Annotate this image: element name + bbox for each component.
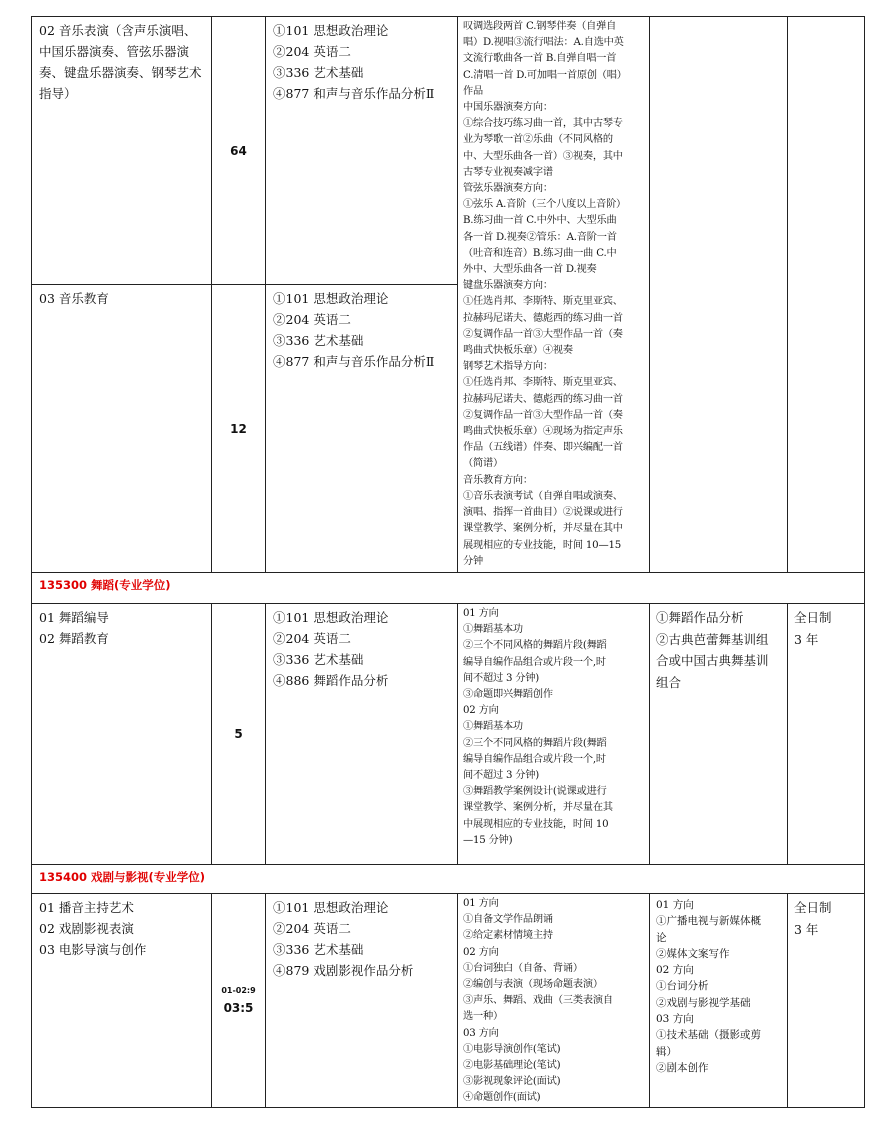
exam-subjects-cell xyxy=(266,285,458,573)
reexam-line: ②复调作品一首③大型作品一首（奏 xyxy=(463,328,623,340)
exam-subjects-cell xyxy=(266,894,458,1108)
reexam-content-cell xyxy=(458,604,650,865)
exam-subject: ④886 舞蹈作品分析 xyxy=(273,673,389,688)
reexam-line: ③声乐、舞蹈、戏曲（三类表演自 xyxy=(463,995,613,1007)
exam-subject: ②204 英语二 xyxy=(273,312,351,327)
exam-subject: ③336 艺术基础 xyxy=(273,942,364,957)
reexam-line: 03 方向 xyxy=(463,1027,499,1039)
enrollment-count-big: 03:5 xyxy=(223,1001,254,1015)
reexam-line: ①舞蹈基本功 xyxy=(463,624,523,636)
reexam-line: 古琴专业视奏减字谱 xyxy=(463,166,553,178)
enrollment-count-small: 01-02:9 xyxy=(221,986,256,995)
table-row-music-performance xyxy=(32,17,865,285)
enrollment-count: 64 xyxy=(212,17,266,285)
exam-subject: ①101 思想政治理论 xyxy=(273,291,389,306)
extra-subject-line: 辑） xyxy=(656,1045,677,1058)
major-cell xyxy=(32,604,212,865)
reexam-line: 间不超过 3 分钟) xyxy=(463,672,540,684)
reexam-line: 拉赫玛尼诺夫、德彪西的练习曲一首 xyxy=(463,312,623,324)
extra-subjects-cell xyxy=(650,604,788,865)
section-title-drama: 135400 戏剧与影视(专业学位) xyxy=(32,865,865,894)
table-row-drama xyxy=(32,894,865,1108)
table-row-dance xyxy=(32,604,865,865)
reexam-line: （简谱） xyxy=(463,458,503,470)
extra-subject-line: 合或中国古典舞基训 xyxy=(656,653,769,668)
reexam-line: ①音乐表演考试（自弹自唱或演奏、 xyxy=(463,490,623,502)
section-header-row xyxy=(32,865,865,894)
reexam-line: ④命题创作(面试) xyxy=(463,1092,541,1104)
reexam-line: ①任选肖邦、李斯特、斯克里亚宾、 xyxy=(463,377,623,389)
reexam-line: 中、大型乐曲各一首）③视奏，其中 xyxy=(463,150,623,162)
reexam-line: ②给定素材情境主持 xyxy=(463,930,553,942)
exam-subject: ①101 思想政治理论 xyxy=(273,610,389,625)
extra-subject-line: ②剧本创作 xyxy=(656,1061,709,1074)
study-mode-line: 3 年 xyxy=(794,631,819,647)
reexam-line: 展现相应的专业技能，时间 10—15 xyxy=(463,539,622,551)
reexam-line: 叹调选段两首 C.钢琴伴奏（自弹自 xyxy=(463,21,617,32)
study-mode-cell xyxy=(788,604,865,865)
extra-subject-line: 02 方向 xyxy=(656,964,694,977)
exam-subject: ③336 艺术基础 xyxy=(273,65,364,80)
exam-subject: ②204 英语二 xyxy=(273,631,351,646)
reexam-line: 课堂教学、案例分析，并尽量在其中 xyxy=(463,523,623,535)
extra-subject-line: 03 方向 xyxy=(656,1013,694,1026)
study-mode-line: 全日制 xyxy=(794,610,832,625)
extra-subject-line: 论 xyxy=(656,931,667,944)
section-title-dance: 135300 舞蹈(专业学位) xyxy=(32,573,865,604)
study-mode-line: 全日制 xyxy=(794,900,832,915)
reexam-line: B.练习曲一首 C.中外中、大型乐曲 xyxy=(463,215,617,227)
reexam-line: ③舞蹈教学案例设计(说课或进行 xyxy=(463,786,607,798)
reexam-line: 作品 xyxy=(463,85,483,97)
exam-subject: ④879 戏剧影视作品分析 xyxy=(273,963,414,978)
extra-subject-line: 组合 xyxy=(656,674,682,690)
exam-subject: ①101 思想政治理论 xyxy=(273,900,389,915)
reexam-line: ②复调作品一首③大型作品一首（奏 xyxy=(463,409,623,421)
reexam-line: 编导自编作品组合或片段一个,时 xyxy=(463,753,606,765)
exam-subjects-cell xyxy=(266,17,458,285)
reexam-line: 鸣曲式快板乐章）④视奏 xyxy=(463,345,573,357)
reexam-line: 鸣曲式快板乐章）④现场为指定声乐 xyxy=(463,426,623,438)
reexam-line: 文流行歌曲各一首 B.自弹自唱一首 xyxy=(463,53,617,65)
exam-subject: ②204 英语二 xyxy=(273,921,351,936)
exam-subject: ④877 和声与音乐作品分析Ⅱ xyxy=(273,354,435,369)
reexam-content-cell xyxy=(458,894,650,1108)
exam-subject: ③336 艺术基础 xyxy=(273,652,364,667)
extra-subject-line: ①广播电视与新媒体概 xyxy=(656,915,761,928)
reexam-line: 各一首 D.视奏②管乐：A.音阶一首 xyxy=(463,231,617,243)
reexam-line: ②三个不同风格的舞蹈片段(舞蹈 xyxy=(463,737,607,749)
reexam-line: ①舞蹈基本功 xyxy=(463,721,523,733)
reexam-line: 演唱、指挥一首曲目）②说课或进行 xyxy=(463,507,623,519)
extra-subject-line: ①舞蹈作品分析 xyxy=(656,610,744,625)
reexam-line: 管弦乐器演奏方向： xyxy=(463,183,553,195)
reexam-line: ①任选肖邦、李斯特、斯克里亚宾、 xyxy=(463,296,623,308)
exam-subject: ④877 和声与音乐作品分析Ⅱ xyxy=(273,86,435,101)
major-line: 03 音乐教育 xyxy=(39,291,109,306)
major-cell xyxy=(32,285,212,573)
reexam-line: ①台词独白（自备、背诵） xyxy=(463,962,583,974)
reexam-line: ①自备文学作品朗诵 xyxy=(463,914,553,926)
exam-subjects-cell xyxy=(266,604,458,865)
reexam-line: 选一种） xyxy=(463,1011,503,1023)
enrollment-count xyxy=(212,894,266,1108)
reexam-line: ①电影导演创作(笔试) xyxy=(463,1043,561,1055)
reexam-line: 唱）D.视唱③流行唱法：A.自选中英 xyxy=(463,37,624,49)
reexam-line: ①弦乐 A.音阶（三个八度以上音阶） xyxy=(463,199,627,211)
major-line: 01 播音主持艺术 xyxy=(39,900,134,915)
reexam-line: ①综合技巧练习曲一首，其中古琴专 xyxy=(463,118,623,130)
major-line: 01 舞蹈编导 xyxy=(39,610,109,625)
reexam-line: C.清唱一首 D.可加唱一首原创（唱） xyxy=(463,69,627,81)
exam-subject: ②204 英语二 xyxy=(273,44,351,59)
reexam-line: 01 方向 xyxy=(463,608,499,619)
reexam-line: 01 方向 xyxy=(463,898,499,909)
major-line: 奏、键盘乐器演奏、钢琴艺术 xyxy=(39,65,202,80)
exam-subject: ①101 思想政治理论 xyxy=(273,23,389,38)
reexam-line: 音乐教育方向： xyxy=(463,474,533,486)
major-line: 中国乐器演奏、管弦乐器演 xyxy=(39,44,190,59)
extra-subjects-cell xyxy=(650,17,788,573)
study-mode-cell xyxy=(788,17,865,573)
reexam-content-cell xyxy=(458,17,650,573)
reexam-line: 拉赫玛尼诺夫、德彪西的练习曲一首 xyxy=(463,393,623,405)
extra-subject-line: ①技术基础（摄影或剪 xyxy=(656,1029,761,1042)
reexam-line: ③命题即兴舞蹈创作 xyxy=(463,689,553,701)
reexam-line: 02 方向 xyxy=(463,705,499,717)
reexam-line: ②编创与表演（现场命题表演） xyxy=(463,979,603,991)
extra-subjects-cell xyxy=(650,894,788,1108)
reexam-line: 02 方向 xyxy=(463,946,499,958)
reexam-line: 作品（五线谱）伴奏、即兴编配一首 xyxy=(463,442,623,454)
section-header-row xyxy=(32,573,865,604)
enrollment-count: 12 xyxy=(212,285,266,573)
reexam-line: 键盘乐器演奏方向： xyxy=(463,280,553,292)
reexam-line: 中展现相应的专业技能，时间 10 xyxy=(463,818,609,830)
major-line: 02 舞蹈教育 xyxy=(39,631,109,646)
major-line: 指导） xyxy=(39,86,77,101)
major-line: 02 音乐表演（含声乐演唱、 xyxy=(39,23,197,38)
major-cell xyxy=(32,17,212,285)
reexam-line: 编导自编作品组合或片段一个,时 xyxy=(463,656,606,668)
major-line: 03 电影导演与创作 xyxy=(39,942,147,957)
major-line: 02 戏剧影视表演 xyxy=(39,921,134,936)
extra-subject-line: ②媒体文案写作 xyxy=(656,947,730,960)
reexam-line: ②电影基础理论(笔试) xyxy=(463,1060,561,1072)
reexam-line: 分钟 xyxy=(463,555,483,567)
extra-subject-line: ②古典芭蕾舞基训组 xyxy=(656,631,769,647)
extra-subject-line: ②戏剧与影视学基础 xyxy=(656,996,751,1009)
reexam-line: 业为琴歌一首②乐曲（不同风格的 xyxy=(463,134,613,146)
reexam-line: （吐音和连音）B.练习曲一曲 C.中 xyxy=(463,247,617,259)
major-cell xyxy=(32,894,212,1108)
reexam-line: 课堂教学、案例分析，并尽量在其 xyxy=(463,802,613,814)
extra-subject-line: 01 方向 xyxy=(656,899,694,911)
study-mode-cell xyxy=(788,894,865,1108)
extra-subject-line: ①台词分析 xyxy=(656,980,709,993)
reexam-line: ③影视现象评论(面试) xyxy=(463,1076,561,1088)
reexam-line: 外中、大型乐曲各一首 D.视奏 xyxy=(463,264,597,276)
reexam-line: ②三个不同风格的舞蹈片段(舞蹈 xyxy=(463,640,607,652)
reexam-line: 钢琴艺术指导方向： xyxy=(463,361,553,373)
study-mode-line: 3 年 xyxy=(794,921,819,937)
enrollment-count: 5 xyxy=(212,604,266,865)
exam-subject: ③336 艺术基础 xyxy=(273,333,364,348)
reexam-line: 间不超过 3 分钟) xyxy=(463,770,540,782)
admissions-table xyxy=(31,16,865,1108)
reexam-line: 中国乐器演奏方向： xyxy=(463,102,553,114)
reexam-line: —15 分钟) xyxy=(463,834,513,846)
